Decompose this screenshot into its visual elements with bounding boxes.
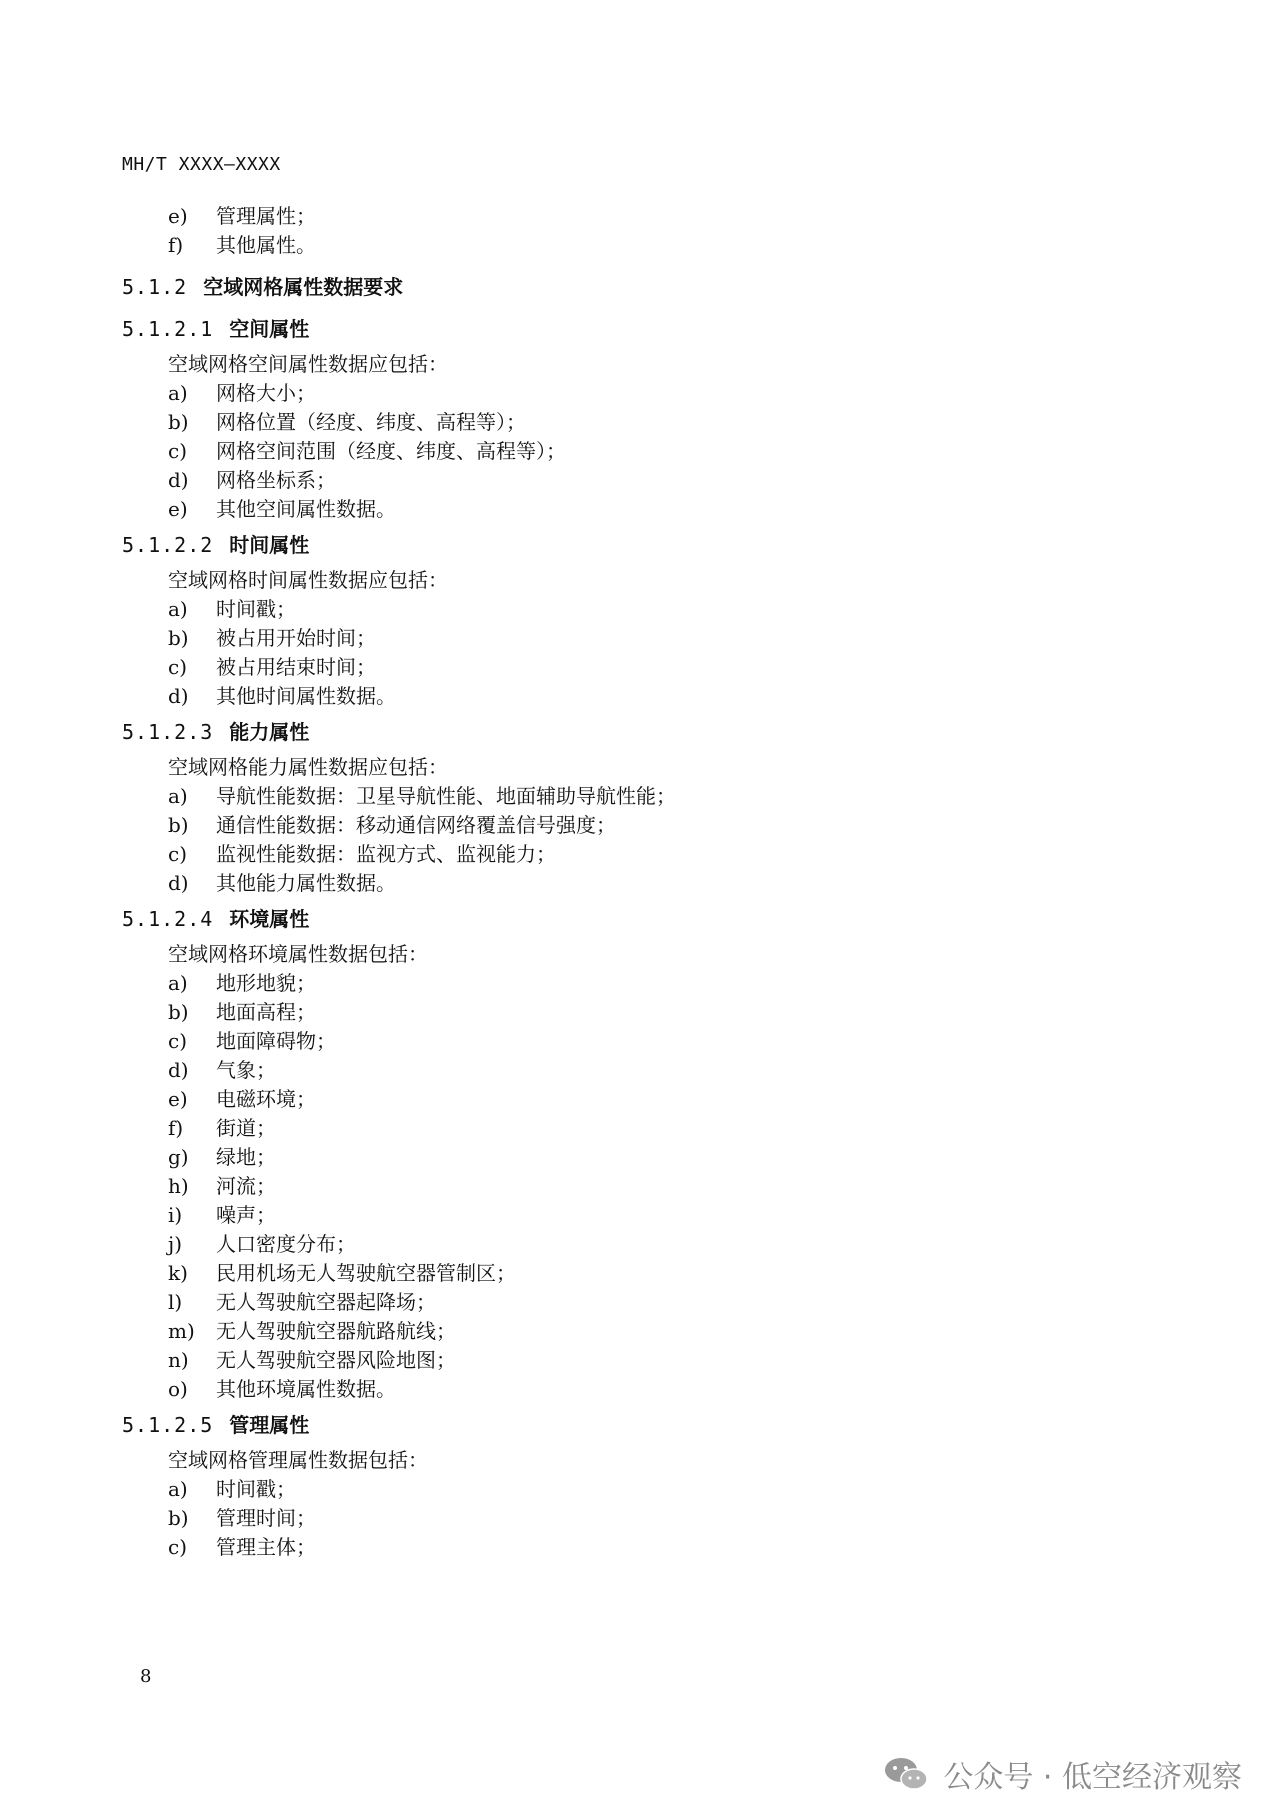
watermark	[883, 1752, 1242, 1796]
list-marker: a)	[168, 597, 188, 621]
list-item-text: 时间戳；	[216, 597, 296, 621]
subsection-number: 5.1.2.3	[122, 720, 214, 744]
section-number: 5.1.2	[122, 275, 188, 299]
list-item-text: 导航性能数据：卫星导航性能、地面辅助导航性能；	[216, 784, 676, 808]
list-marker: a)	[168, 1477, 188, 1501]
list-marker: i)	[168, 1203, 183, 1227]
list-item-text: 其他属性。	[216, 233, 316, 257]
list-item	[0, 624, 1280, 653]
list-item-text: 其他能力属性数据。	[216, 871, 396, 895]
page-number: 8	[140, 1666, 152, 1687]
list-item	[0, 811, 1280, 840]
subsection-heading	[0, 524, 1280, 566]
list-item-text: 网格坐标系；	[216, 468, 336, 492]
subsection-number: 5.1.2.4	[122, 907, 214, 931]
subsection-heading	[0, 308, 1280, 350]
list-item	[0, 1143, 1280, 1172]
list-item	[0, 969, 1280, 998]
list-item	[0, 998, 1280, 1027]
list-item-text: 地面障碍物；	[216, 1029, 336, 1053]
list-item	[0, 466, 1280, 495]
subsection-heading	[0, 898, 1280, 940]
list-item	[0, 495, 1280, 524]
list-marker: f)	[168, 1116, 184, 1140]
subsection-title: 时间属性	[229, 533, 310, 557]
list-item	[0, 1259, 1280, 1288]
subsection-intro: 空域网格环境属性数据包括：	[168, 942, 428, 966]
list-item	[0, 840, 1280, 869]
list-marker: h)	[168, 1174, 189, 1198]
list-item-text: 网格空间范围（经度、纬度、高程等）；	[216, 439, 566, 463]
list-item	[0, 595, 1280, 624]
list-item	[0, 1288, 1280, 1317]
list-marker: e)	[168, 1087, 188, 1111]
subsection-title: 管理属性	[229, 1413, 310, 1437]
list-item-text: 其他时间属性数据。	[216, 684, 396, 708]
list-item	[0, 1375, 1280, 1404]
list-item-text: 地面高程；	[216, 1000, 316, 1024]
list-item-text: 人口密度分布；	[216, 1232, 356, 1256]
list-item	[0, 1346, 1280, 1375]
list-item	[0, 1201, 1280, 1230]
list-item-text: 无人驾驶航空器风险地图；	[216, 1348, 456, 1372]
list-marker: o)	[168, 1377, 188, 1401]
list-marker: d)	[168, 871, 189, 895]
list-item	[0, 782, 1280, 811]
subsection-title: 空间属性	[229, 317, 310, 341]
list-item-text: 街道；	[216, 1116, 276, 1140]
list-item-text: 网格大小；	[216, 381, 316, 405]
list-item	[0, 1230, 1280, 1259]
list-marker: l)	[168, 1290, 183, 1314]
list-marker: e)	[168, 497, 188, 521]
list-item	[0, 437, 1280, 466]
document-code: MH/T XXXX—XXXX	[122, 154, 281, 175]
list-marker: d)	[168, 1058, 189, 1082]
list-marker: b)	[168, 1000, 189, 1024]
subsection-title: 环境属性	[229, 907, 310, 931]
list-item	[0, 1114, 1280, 1143]
list-marker: f)	[168, 233, 184, 257]
list-item	[0, 869, 1280, 898]
list-marker: c)	[168, 655, 188, 679]
subsection-number: 5.1.2.1	[122, 317, 214, 341]
subsection-title: 能力属性	[229, 720, 310, 744]
list-item	[0, 682, 1280, 711]
section-title: 空域网格属性数据要求	[203, 275, 404, 299]
list-marker: c)	[168, 842, 188, 866]
list-marker: g)	[168, 1145, 189, 1169]
list-marker: a)	[168, 381, 188, 405]
list-marker: b)	[168, 626, 189, 650]
subsection-number: 5.1.2.5	[122, 1413, 214, 1437]
list-item	[0, 379, 1280, 408]
subsection-number: 5.1.2.2	[122, 533, 214, 557]
list-marker: b)	[168, 410, 189, 434]
list-marker: c)	[168, 439, 188, 463]
list-marker: c)	[168, 1029, 188, 1053]
list-item	[0, 1027, 1280, 1056]
document-body	[0, 202, 1280, 1562]
list-item-text: 地形地貌；	[216, 971, 316, 995]
list-item	[0, 1172, 1280, 1201]
list-item	[0, 1533, 1280, 1562]
list-item	[0, 1085, 1280, 1114]
list-item	[0, 653, 1280, 682]
list-item-text: 无人驾驶航空器起降场；	[216, 1290, 436, 1314]
list-item-text: 河流；	[216, 1174, 276, 1198]
subsection-intro: 空域网格管理属性数据包括：	[168, 1448, 428, 1472]
list-item	[0, 408, 1280, 437]
list-item-text: 通信性能数据：移动通信网络覆盖信号强度；	[216, 813, 616, 837]
list-item-text: 噪声；	[216, 1203, 276, 1227]
list-item	[0, 1056, 1280, 1085]
list-marker: b)	[168, 1506, 189, 1530]
list-marker: b)	[168, 813, 189, 837]
subsection-intro: 空域网格时间属性数据应包括：	[168, 568, 448, 592]
list-item-text: 管理时间；	[216, 1506, 316, 1530]
list-item-text: 时间戳；	[216, 1477, 296, 1501]
list-marker: d)	[168, 468, 189, 492]
subsection-heading	[0, 1404, 1280, 1446]
list-item	[0, 231, 1280, 260]
subsection-intro: 空域网格能力属性数据应包括：	[168, 755, 448, 779]
list-item-text: 网格位置（经度、纬度、高程等）；	[216, 410, 526, 434]
list-marker: a)	[168, 784, 188, 808]
list-item-text: 气象；	[216, 1058, 276, 1082]
list-item-text: 监视性能数据：监视方式、监视能力；	[216, 842, 556, 866]
list-item-text: 电磁环境；	[216, 1087, 316, 1111]
list-marker: d)	[168, 684, 189, 708]
list-item-text: 无人驾驶航空器航路航线；	[216, 1319, 456, 1343]
list-marker: k)	[168, 1261, 188, 1285]
list-marker: n)	[168, 1348, 189, 1372]
list-item	[0, 1504, 1280, 1533]
list-item-text: 其他环境属性数据。	[216, 1377, 396, 1401]
list-item-text: 管理属性；	[216, 204, 316, 228]
list-item	[0, 1317, 1280, 1346]
wechat-icon	[883, 1756, 929, 1792]
list-item-text: 民用机场无人驾驶航空器管制区；	[216, 1261, 516, 1285]
subsection-heading	[0, 711, 1280, 753]
subsections	[0, 308, 1280, 1562]
list-item-text: 被占用开始时间；	[216, 626, 376, 650]
section-heading-5-1-2	[0, 266, 1280, 308]
list-item-text: 其他空间属性数据。	[216, 497, 396, 521]
list-marker: a)	[168, 971, 188, 995]
list-item-text: 被占用结束时间；	[216, 655, 376, 679]
list-marker: m)	[168, 1319, 195, 1343]
list-marker: j)	[168, 1232, 183, 1256]
list-item	[0, 202, 1280, 231]
list-item-text: 绿地；	[216, 1145, 276, 1169]
list-marker: e)	[168, 204, 188, 228]
subsection-intro: 空域网格空间属性数据应包括：	[168, 352, 448, 376]
list-marker: c)	[168, 1535, 188, 1559]
list-item	[0, 1475, 1280, 1504]
watermark-text: 公众号 · 低空经济观察	[943, 1760, 1242, 1795]
list-item-text: 管理主体；	[216, 1535, 316, 1559]
